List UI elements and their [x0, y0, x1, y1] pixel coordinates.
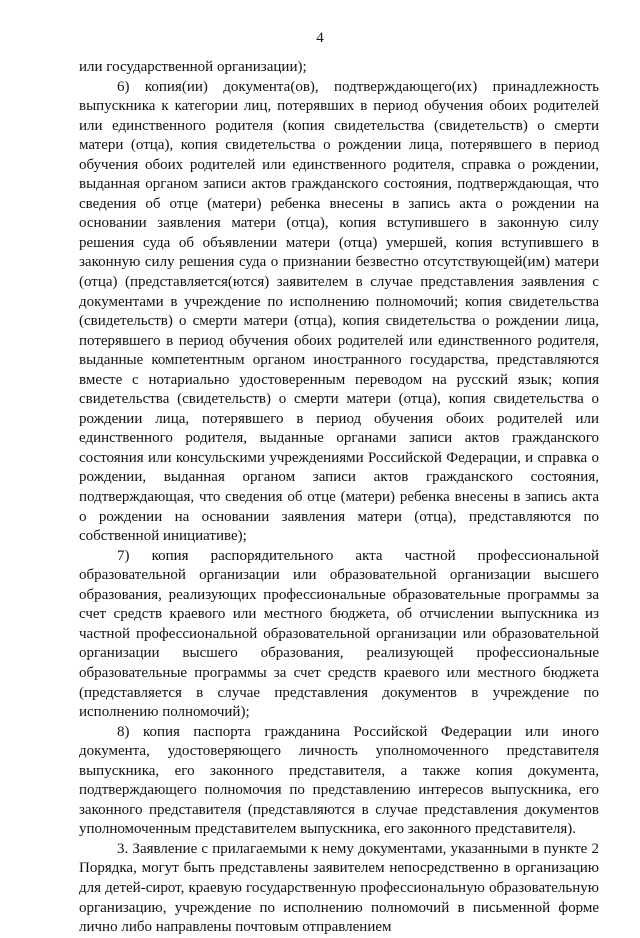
paragraph-item-6: 6) копия(ии) документа(ов), подтверждающего(их) принадлежность выпускника к категории лиц, потерявших в период обучения обоих родителей или единственного родителя (копия свидетельства (свидетельств) о смерти матери (отца), копия свидетельства о рождении лица, потерявшего в период обучения обоих родителей или единственного родителя, справка о рождении, выданная органом записи актов гражданского состояния, подтверждающая, что сведения об отце (матери) ребенка внесены в запись акта о рождении на основании заявления матери (отца), копия вступившего в законную силу решения суда об объявлении матери (отца) умершей, копия вступившего в законную силу решения суда о признании безвестно отсутствующей(им) матери (отца) (представляется(ются) заявителем в случае представления заявления с документами в учреждение по исполнению полномочий; копия свидетельства (свидетельств) о смерти матери (отца), копия свидетельства о рождении лица, потерявшего в период обучения обоих родителей или единственного родителя, выданные компетентным органом иностранного государства, представляются вместе с нотариально удостоверенным переводом на русский язык; копия свидетельства (свидетельств) о смерти матери (отца), копия свидетельства о рождении лица, потерявшего в период обучения обоих родителей или единственного родителя, выданные органами записи актов гражданского состояния или консульскими учреждениями Российской Федерации, и справка о рождении, выданная органом записи актов гражданского состояния, подтверждающая, что сведения об отце (матери) ребенка внесены в запись акта о рождении на основании заявления матери (отца), представляются по собственной инициативе); — [79, 78, 599, 545]
paragraph-continuation: или государственной организации); — [79, 59, 307, 75]
paragraph-point-3: 3. Заявление с прилагаемыми к нему документами, указанными в пункте 2 Порядка, могут быть представлены заявителем непосредственно в организацию для детей-сирот, краевую государственную профессиональную образовательную организацию, учреждение по исполнению полномочий в письменной форме лично либо направлены почтовым отправлением — [79, 840, 599, 936]
paragraph-item-7: 7) копия распорядительного акта частной профессиональной образовательной организации или образовательной организации высшего образования, реализующих профессиональные образовательные программы за счет средств краевого или местного бюджета, об отчислении выпускника из частной профессиональной образовательной организации или образовательной организации высшего образования, реализующей профессиональные образовательные программы за счет средств краевого или местного бюджета (представляется в случае представления документов в учреждение по исполнению полномочий); — [79, 547, 599, 721]
page-number: 4 — [316, 30, 324, 46]
paragraph-item-8: 8) копия паспорта гражданина Российской Федерации или иного документа, удостоверяющего личность уполномоченного представителя выпускника, его законного представителя, а также копия документа, подтверждающего полномочия по представлению интересов выпускника, его законного представителя (представляются в случае представления документов уполномоченным представителем выпускника, его законного представителя). — [79, 723, 599, 838]
document-body — [79, 58, 599, 938]
